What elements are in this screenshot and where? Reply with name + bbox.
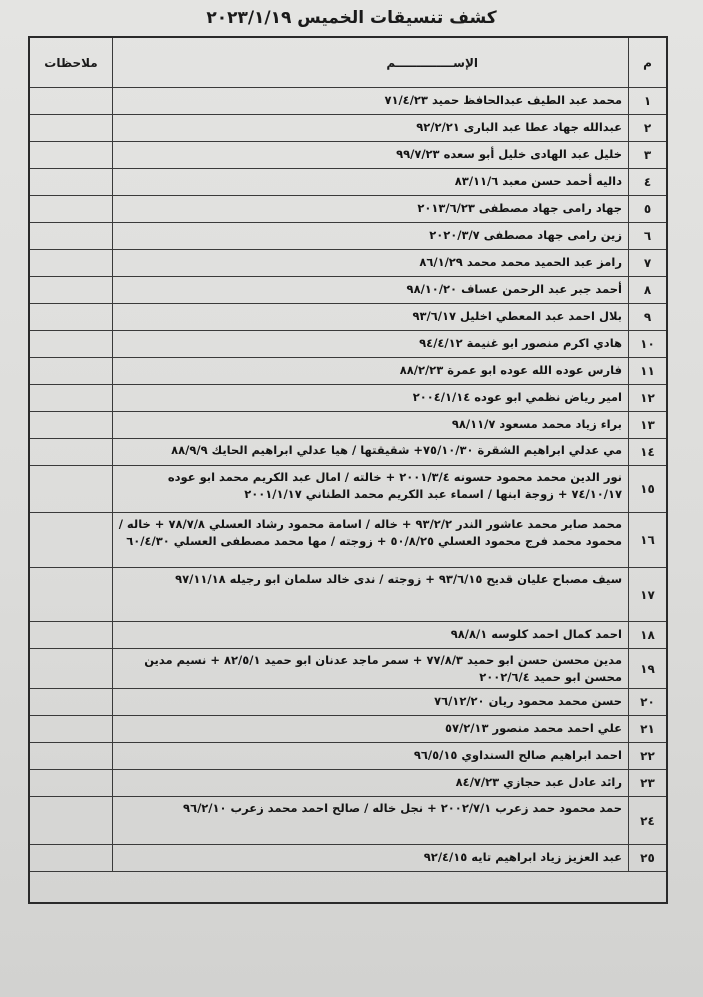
row-number-cell: ١٠ [628,331,666,358]
row-name-cell: جهاد رامى جهاد مصطفى ٢٠١٣/٦/٢٣ [112,196,628,223]
row-number-cell: ٤ [628,169,666,196]
row-number-cell: ١٧ [628,568,666,622]
row-name-cell: عبدالله جهاد عطا عبد البارى ٩٢/٢/٢١ [112,115,628,142]
row-notes-cell [30,797,112,845]
row-notes-cell [30,196,112,223]
row-notes-cell [30,358,112,385]
row-number-cell: ١٣ [628,412,666,439]
row-number-cell: ٨ [628,277,666,304]
row-name-cell: احمد كمال احمد كلوسه ٩٨/٨/١ [112,622,628,649]
row-notes-cell [30,169,112,196]
page-title: كشف تنسيقات الخميس ٢٠٢٣/١/١٩ [206,8,497,28]
row-number-cell: ٢ [628,115,666,142]
row-name-cell: فارس عوده الله عوده ابو عمرة ٨٨/٢/٢٣ [112,358,628,385]
row-notes-cell [30,88,112,115]
row-number-cell: ٢٢ [628,743,666,770]
row-notes-cell [30,439,112,466]
row-notes-cell [30,770,112,797]
row-number-cell: ٣ [628,142,666,169]
row-name-cell: امير رياض نظمي ابو عوده ٢٠٠٤/١/١٤ [112,385,628,412]
row-number-cell: ٢٣ [628,770,666,797]
row-name-cell: هادي اكرم منصور ابو غنيمة ٩٤/٤/١٢ [112,331,628,358]
header-number: م [628,38,666,88]
row-number-cell: ١٨ [628,622,666,649]
row-name-cell: حمد محمود حمد زعرب ٢٠٠٢/٧/١ + نجل خاله / صالح احمد محمد زعرب ٩٦/٢/١٠ [112,797,628,845]
row-number-cell: ١ [628,88,666,115]
row-name-cell: رامز عبد الحميد محمد محمد ٨٦/١/٢٩ [112,250,628,277]
row-number-cell: ١٢ [628,385,666,412]
row-name-cell: احمد ابراهيم صالح السنداوي ٩٦/٥/١٥ [112,743,628,770]
row-notes-cell [30,304,112,331]
row-notes-cell [30,649,112,689]
row-name-cell: نور الدين محمد محمود حسونه ٢٠٠١/٣/٤ + خالته / امال عبد الكريم محمد ابو عوده ٧٤/١٠/١٧ + زوجة ابنها / اسماء عبد الكريم محمد الطناني ٢٠٠١/١/١٧ [112,466,628,513]
row-notes-cell [30,716,112,743]
row-number-cell: ١٩ [628,649,666,689]
row-number-cell: ١٦ [628,513,666,568]
row-notes-cell [30,277,112,304]
row-notes-cell [30,223,112,250]
row-notes-cell [30,412,112,439]
row-number-cell: ١٤ [628,439,666,466]
row-number-cell: ٥ [628,196,666,223]
row-name-cell: محمد صابر محمد عاشور الندر ٩٣/٢/٢ + خاله / اسامة محمود رشاد العسلي ٧٨/٧/٨ + خاله / محمود محمد فرج محمود العسلي ٥٠/٨/٢٥ + زوجته / مها محمد مصطفى العسلي ٦٠/٤/٣٠ [112,513,628,568]
row-number-cell: ٢١ [628,716,666,743]
row-notes-cell [30,513,112,568]
row-number-cell: ٢٥ [628,845,666,872]
row-name-cell: أحمد جبر عبد الرحمن عساف ٩٨/١٠/٢٠ [112,277,628,304]
header-notes: ملاحظات [30,38,112,88]
row-notes-cell [30,385,112,412]
row-notes-cell [30,331,112,358]
row-notes-cell [30,250,112,277]
row-notes-cell [30,142,112,169]
row-name-cell: بلال احمد عبد المعطي اخليل ٩٣/٦/١٧ [112,304,628,331]
row-name-cell: مي عدلي ابراهيم الشقرة ٧٥/١٠/٣٠+ شقيقتها / هيا عدلي ابراهيم الحايك ٨٨/٩/٩ [112,439,628,466]
row-number-cell: ٢٤ [628,797,666,845]
row-notes-cell [30,115,112,142]
row-name-cell: داليه أحمد حسن معبد ٨٣/١١/٦ [112,169,628,196]
row-number-cell: ٩ [628,304,666,331]
header-name: الإســــــــــــــم [112,38,628,88]
row-number-cell: ١١ [628,358,666,385]
names-table [28,36,668,904]
row-notes-cell [30,845,112,872]
row-number-cell: ٢٠ [628,689,666,716]
row-notes-cell [30,743,112,770]
row-name-cell: عبد العزيز زياد ابراهيم تايه ٩٢/٤/١٥ [112,845,628,872]
row-name-cell: محمد عبد الطيف عبدالحافظ حميد ٧١/٤/٢٣ [112,88,628,115]
row-name-cell: رائد عادل عبد حجازي ٨٤/٧/٢٣ [112,770,628,797]
row-name-cell: خليل عبد الهادى خليل أبو سعده ٩٩/٧/٢٣ [112,142,628,169]
row-name-cell: زين رامى جهاد مصطفى ٢٠٢٠/٣/٧ [112,223,628,250]
row-notes-cell [30,466,112,513]
row-notes-cell [30,622,112,649]
row-name-cell: مدين محسن حسن ابو حميد ٧٧/٨/٣ + سمر ماجد عدنان ابو حميد ٨٢/٥/١ + نسيم مدين محسن ابو حميد ٢٠٠٢/٦/٤ [112,649,628,689]
row-number-cell: ٦ [628,223,666,250]
row-notes-cell [30,568,112,622]
row-name-cell: براء زياد محمد مسعود ٩٨/١١/٧ [112,412,628,439]
row-number-cell: ١٥ [628,466,666,513]
row-name-cell: حسن محمد محمود ريان ٧٦/١٢/٢٠ [112,689,628,716]
row-number-cell: ٧ [628,250,666,277]
row-name-cell: سيف مصباح عليان قديح ٩٣/٦/١٥ + زوجته / ندى خالد سلمان ابو رجيله ٩٧/١١/١٨ [112,568,628,622]
row-notes-cell [30,689,112,716]
row-name-cell: علي احمد محمد منصور ٥٧/٢/١٣ [112,716,628,743]
